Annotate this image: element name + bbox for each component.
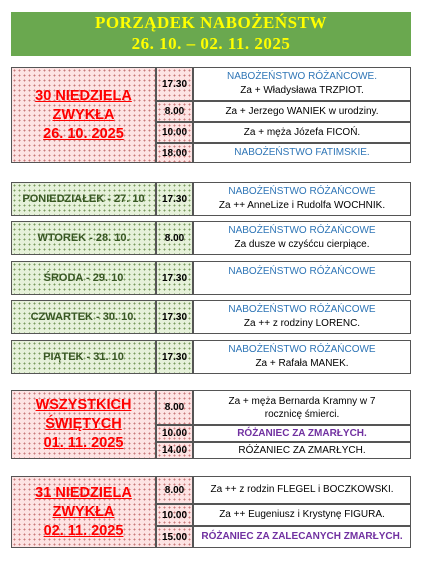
mass-time: 18.00 [156,143,193,163]
day-label-sunday-31: 31 NIEDZIELA ZWYKŁA 02. 11. 2025 [11,476,156,548]
mass-intention: Za ++ z rodzin FLEGEL i BOCZKOWSKI. [193,476,411,504]
mass-time: 15.00 [156,526,193,548]
mass-intention: NABOŻEŃSTWO FATIMSKIE. [193,143,411,163]
mass-intention: Za + męża Józefa FICOŃ. [193,122,411,143]
mass-time: 10.00 [156,122,193,143]
mass-time: 14.00 [156,442,193,459]
page-title: PORZĄDEK NABOŻEŃSTW [95,13,327,32]
day-label-wednesday: ŚRODA - 29. 10 [11,261,156,295]
mass-time: 10.00 [156,504,193,526]
mass-intention: RÓŻANIEC ZA ZALECANYCH ZMARŁYCH. [193,526,411,548]
mass-time: 10.00 [156,425,193,442]
mass-intention: Za + Jerzego WANIEK w urodziny. [193,101,411,122]
day-label-all-saints: WSZYSTKICH ŚWIĘTYCH 01. 11. 2025 [11,390,156,459]
mass-intention: NABOŻEŃSTWO RÓŻAŃCOWE Za + Rafała MANEK. [193,340,411,374]
mass-time: 17.30 [156,182,193,216]
day-label-friday: PIĄTEK - 31. 10 [11,340,156,374]
day-label-tuesday: WTOREK - 28. 10. [11,221,156,255]
mass-intention: RÓŻANIEC ZA ZMARŁYCH. [193,442,411,459]
date-range: 26. 10. – 02. 11. 2025 [131,34,291,53]
day-label-monday: PONIEDZIAŁEK - 27. 10 [11,182,156,216]
page-header [11,12,411,56]
mass-intention: RÓŻANIEC ZA ZMARŁYCH. [193,425,411,442]
mass-time: 17.30 [156,67,193,101]
mass-time: 17.30 [156,340,193,374]
mass-intention: NABOŻEŃSTWO RÓŻAŃCOWE Za dusze w czyśćcu cierpiące. [193,221,411,255]
mass-intention: NABOŻEŃSTWO RÓŻAŃCOWE Za ++ z rodziny LORENC. [193,300,411,334]
mass-time: 8.00 [156,101,193,122]
day-label-thursday: CZWARTEK - 30. 10. [11,300,156,334]
mass-intention: Za + męża Bernarda Kramny w 7 rocznicę śmierci. [193,390,411,425]
mass-time: 8.00 [156,390,193,425]
mass-intention: NABOŻEŃSTWO RÓŻAŃCOWE [193,261,411,295]
day-label-sunday-30: 30 NIEDZIELA ZWYKŁA 26. 10. 2025 [11,67,156,163]
mass-intention: NABOŻEŃSTWO RÓŻAŃCOWE. Za + Władysława TRZPIOT. [193,67,411,101]
mass-time: 8.00 [156,221,193,255]
mass-time: 17.30 [156,261,193,295]
mass-intention: Za ++ Eugeniusz i Krystynę FIGURA. [193,504,411,526]
mass-time: 8.00 [156,476,193,504]
mass-intention: NABOŻEŃSTWO RÓŻAŃCOWE Za ++ AnneLize i Rudolfa WOCHNIK. [193,182,411,216]
mass-time: 17.30 [156,300,193,334]
